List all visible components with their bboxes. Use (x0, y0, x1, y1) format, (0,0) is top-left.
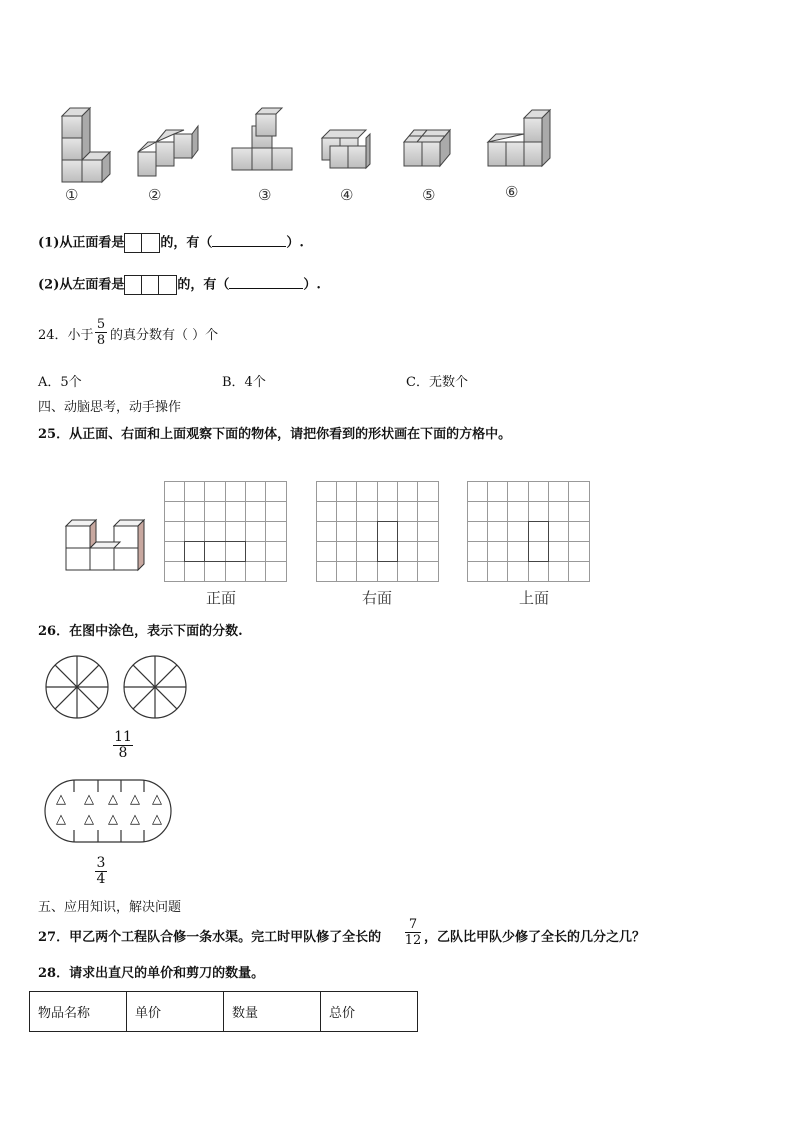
q26-text: 26．在图中涂色，表示下面的分数. (38, 624, 243, 639)
cube-label-6: ⑥ (505, 183, 519, 201)
q26-fraction-2-num: 3 (96, 855, 106, 871)
q26-fraction-1 (112, 730, 134, 761)
q24-fraction-num: 5 (96, 317, 106, 332)
q27-fraction-den: 12 (404, 933, 422, 948)
q26-fraction-2-den: 4 (96, 871, 106, 887)
section-5-heading: 五、应用知识，解决问题 (38, 900, 182, 915)
q23-line1-end: ）. (286, 235, 304, 251)
table-row (30, 992, 418, 1032)
grid-label-top: 上面 (519, 589, 550, 607)
q26-circles[interactable] (44, 654, 194, 722)
cube-figure-6 (488, 110, 550, 166)
q26-fraction-2 (94, 856, 108, 887)
q24-option-b[interactable]: B．4个 (222, 375, 266, 390)
triangle-icon: △ (84, 812, 94, 827)
q23-line1 (38, 233, 304, 253)
q24-prefix: 24．小于 (38, 328, 94, 343)
q27-prefix: 27．甲乙两个工程队合修一条水渠。完工时甲队修了全长的 (38, 930, 382, 945)
q23-line2-prefix: (2)从左面看是 (38, 277, 125, 293)
cube-label-3: ③ (258, 186, 272, 204)
answer-blank-2[interactable] (229, 276, 303, 289)
answer-shape-2-squares (124, 233, 160, 253)
q23-line2-end: ）. (303, 277, 321, 293)
grid-top[interactable] (467, 481, 591, 582)
triangle-icon: △ (152, 792, 162, 807)
cube-label-2: ② (148, 186, 162, 204)
section-4-heading: 四、动脑思考，动手操作 (38, 400, 182, 415)
triangle-icon: △ (108, 812, 118, 827)
grid-label-right: 右面 (362, 589, 393, 607)
q26-fraction-1-den: 8 (118, 745, 128, 761)
cube-figure-4 (322, 130, 370, 168)
q26-fraction-1-num: 11 (114, 729, 132, 745)
grid-label-front: 正面 (206, 589, 237, 607)
triangle-icon: △ (152, 812, 162, 827)
q28-text: 28．请求出直尺的单价和剪刀的数量。 (38, 966, 265, 981)
q23-line1-suffix: 的，有（ (160, 235, 213, 251)
q24-fraction-den: 8 (96, 333, 106, 348)
q24-option-c[interactable]: C．无数个 (406, 375, 468, 390)
triangle-icon: △ (84, 792, 94, 807)
grid-front[interactable] (164, 481, 288, 582)
q23-line2 (38, 275, 321, 295)
q27-suffix: ，乙队比甲队少修了全长的几分之几？ (424, 930, 646, 945)
table-header-quantity: 数量 (224, 992, 321, 1032)
cube-figure-2 (138, 126, 198, 176)
answer-shape-3-squares (124, 275, 177, 295)
answer-blank-1[interactable] (212, 234, 286, 247)
table-header-price: 单价 (127, 992, 224, 1032)
triangle-icon: △ (108, 792, 118, 807)
cube-figure-5 (404, 130, 450, 166)
q24-fraction (94, 317, 108, 348)
q24-option-a[interactable]: A．5个 (38, 375, 82, 390)
cube-label-5: ⑤ (422, 186, 436, 204)
q27-fraction-num: 7 (408, 917, 418, 932)
triangle-icon: △ (130, 812, 140, 827)
cube-label-4: ④ (340, 186, 354, 204)
triangle-icon: △ (56, 812, 66, 827)
cube-figure-3 (232, 108, 292, 170)
q24-suffix: 的真分数有（ ）个 (110, 328, 219, 343)
q27-fraction (404, 917, 422, 948)
triangle-icon: △ (56, 792, 66, 807)
cube-figures (40, 90, 560, 210)
q25-object (62, 514, 146, 574)
goods-table (29, 991, 418, 1032)
triangle-icon: △ (130, 792, 140, 807)
q25-text: 25．从正面、右面和上面观察下面的物体，请把你看到的形状画在下面的方格中。 (38, 427, 512, 442)
cube-label-1: ① (65, 186, 79, 204)
table-header-item: 物品名称 (30, 992, 127, 1032)
cube-figure-1 (62, 108, 110, 182)
q23-line1-prefix: (1)从正面看是 (38, 235, 125, 251)
grid-right[interactable] (316, 481, 440, 582)
table-header-total: 总价 (321, 992, 418, 1032)
q23-line2-suffix: 的，有（ (177, 277, 230, 293)
